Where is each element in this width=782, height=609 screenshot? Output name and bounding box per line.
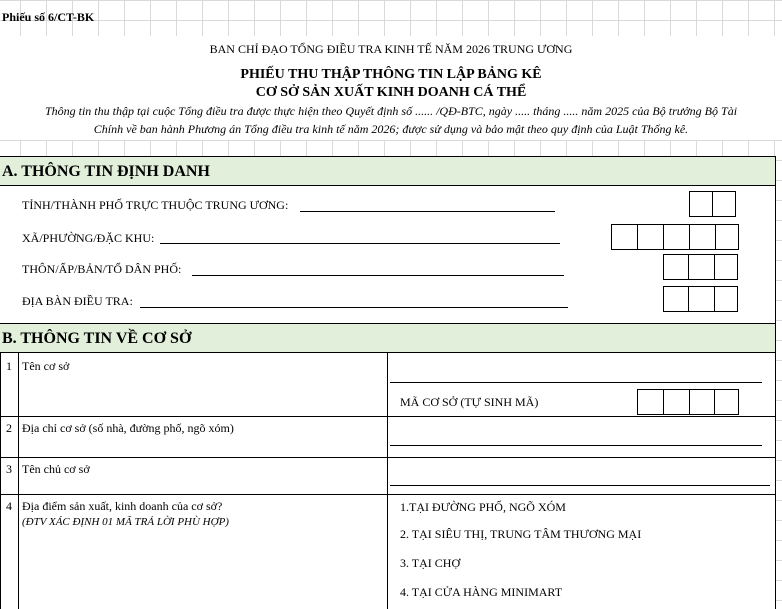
section-a-header: A. THÔNG TIN ĐỊNH DANH	[0, 156, 776, 186]
code-box[interactable]	[637, 389, 664, 415]
address-fill-line[interactable]	[390, 445, 762, 446]
field-label-commune: XÃ/PHƯỜNG/ĐẶC KHU:	[22, 231, 155, 245]
form-title-line-2: CƠ SỞ SẢN XUẤT KINH DOANH CÁ THỂ	[255, 85, 527, 100]
owner-name-label: Tên chủ cơ sở	[22, 462, 90, 476]
business-location-question: Địa điểm sản xuất, kinh doanh của cơ sở?	[22, 499, 223, 513]
owner-name-fill-line[interactable]	[390, 485, 770, 486]
option-street[interactable]: 1.TẠI ĐƯỜNG PHỐ, NGÕ XÓM	[400, 500, 566, 514]
code-box[interactable]	[663, 389, 690, 415]
commune-fill-line[interactable]	[160, 243, 560, 244]
answer-column-divider	[387, 353, 388, 609]
enum-area-code-boxes[interactable]	[664, 286, 738, 312]
field-label-province: TỈNH/THÀNH PHỐ TRỰC THUỘC TRUNG ƯƠNG:	[22, 198, 289, 212]
code-box[interactable]	[688, 254, 715, 280]
row-divider	[0, 416, 776, 417]
code-box[interactable]	[714, 389, 739, 415]
legal-note	[0, 102, 782, 138]
number-column-divider	[18, 353, 19, 609]
business-location-instruction: (ĐTV XÁC ĐỊNH 01 MÃ TRẢ LỜI PHÙ HỢP)	[22, 516, 229, 528]
establishment-name-label: Tên cơ sở	[22, 359, 70, 373]
option-minimart[interactable]: 4. TẠI CỬA HÀNG MINIMART	[400, 585, 563, 599]
code-box[interactable]	[611, 224, 638, 250]
establishment-name-fill-line[interactable]	[390, 382, 762, 383]
legal-note-line-1: Thông tin thu thập tại cuộc Tổng điều tra được thực hiện theo Quyết định số ...... /QĐ-BTC, ngày ..... tháng ..... năm 2025 của Bộ trưởng Bộ Tài	[44, 104, 738, 118]
code-box[interactable]	[714, 286, 738, 312]
province-fill-line[interactable]	[300, 211, 555, 212]
field-label-village: THÔN/ẤP/BẢN/TỔ DÂN PHỐ:	[22, 262, 182, 276]
form-code: Phiếu số 6/CT-BK	[2, 10, 95, 24]
legal-note-line-2: Chính về ban hành Phương án Tổng điều tra kinh tế năm 2026; được sử dụng và bảo mật theo quy định của Luật Thống kê.	[93, 122, 689, 136]
code-box[interactable]	[689, 389, 715, 415]
code-box[interactable]	[663, 224, 690, 250]
code-box[interactable]	[689, 224, 716, 250]
village-code-boxes[interactable]	[664, 254, 738, 280]
row-divider	[0, 457, 776, 458]
code-box[interactable]	[714, 254, 738, 280]
enum-area-fill-line[interactable]	[140, 307, 568, 308]
code-box[interactable]	[637, 224, 664, 250]
establishment-code-boxes[interactable]	[638, 389, 739, 415]
village-fill-line[interactable]	[192, 275, 564, 276]
option-supermarket[interactable]: 2. TẠI SIÊU THỊ, TRUNG TÂM THƯƠNG MẠI	[400, 527, 642, 541]
section-b-header: B. THÔNG TIN VỀ CƠ SỞ	[0, 323, 776, 353]
field-label-enum-area: ĐỊA BÀN ĐIỀU TRA:	[22, 294, 133, 308]
row-number: 3	[6, 462, 12, 476]
row-number: 1	[6, 359, 12, 373]
code-box[interactable]	[715, 224, 739, 250]
establishment-code-label: MÃ CƠ SỞ (TỰ SINH MÃ)	[400, 395, 539, 409]
establishment-address-label: Địa chỉ cơ sở (số nhà, đường phố, ngõ xóm)	[22, 421, 234, 435]
row-divider	[0, 494, 776, 495]
province-code-boxes[interactable]	[690, 191, 736, 217]
code-box[interactable]	[689, 191, 713, 217]
row-number: 4	[6, 499, 12, 513]
code-box[interactable]	[663, 286, 689, 312]
code-box[interactable]	[663, 254, 689, 280]
commune-code-boxes[interactable]	[612, 224, 739, 250]
organization-name: BAN CHỈ ĐẠO TỔNG ĐIỀU TRA KINH TẾ NĂM 2026 TRUNG ƯƠNG	[209, 42, 573, 56]
code-box[interactable]	[712, 191, 736, 217]
code-box[interactable]	[688, 286, 715, 312]
option-market[interactable]: 3. TẠI CHỢ	[400, 556, 461, 570]
form-title-line-1: PHIẾU THU THẬP THÔNG TIN LẬP BẢNG KÊ	[240, 67, 542, 82]
row-number: 2	[6, 421, 12, 435]
